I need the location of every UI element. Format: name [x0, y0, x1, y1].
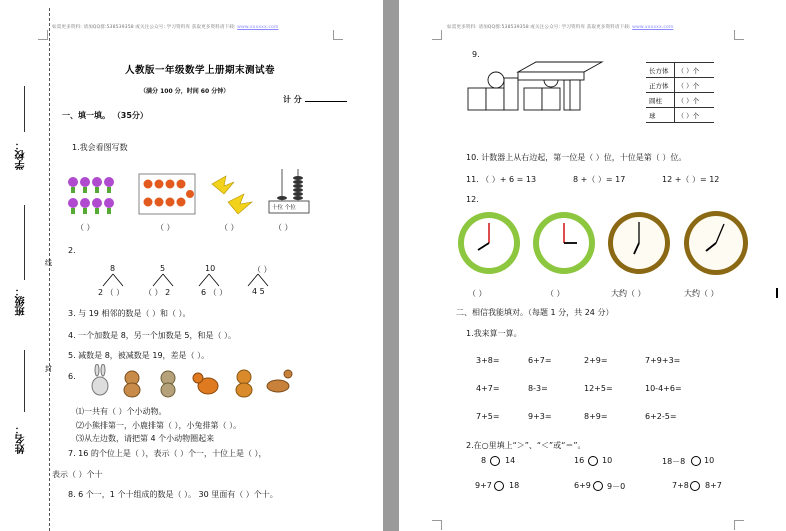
question-7-continued: 表示（ ）个十 [52, 470, 103, 479]
crop-mark [432, 520, 442, 530]
text-cursor [776, 288, 778, 298]
question-11b: 8 +（ ）= 17 [573, 175, 626, 184]
answer-blank[interactable]: （ ） [274, 223, 293, 232]
clock-answer[interactable]: 大约（ ） [684, 289, 719, 298]
calc-item[interactable]: 12+5= [584, 384, 613, 393]
answer-blank[interactable]: （ ） [76, 223, 95, 232]
compare-circle[interactable] [588, 456, 598, 466]
question-6b: ⑵小熊排第一，小鹿排第（ ），小兔排第（ ）。 [76, 421, 242, 430]
table-cell: 长方体 [646, 63, 674, 78]
bird-icon [212, 176, 252, 214]
compare-right: 18 [509, 481, 520, 490]
header-text: 如需更多资料: 请加QQ群:538539358 或关注公众号: 学习资料库 获取更多资料请下载: [52, 25, 236, 30]
question-4: 4. 一个加数是 8，另一个加数是 5，和是（ ）。 [68, 331, 236, 340]
school-label: 学校： [16, 140, 27, 170]
exam-title: 人教版一年级数学上册期末测试卷 [125, 65, 276, 76]
bond-branches [90, 272, 290, 288]
question-11c: 12 +（ ）= 12 [662, 175, 720, 184]
compare-left: 18－8 [662, 457, 686, 466]
answer-blank[interactable]: （ ） [156, 223, 175, 232]
squirrel-icon [193, 373, 218, 394]
crop-mark [734, 520, 744, 530]
calc-item[interactable]: 8-3= [528, 384, 548, 393]
cube-icon [524, 88, 542, 110]
cuboid-icon [468, 88, 486, 110]
compare-circle[interactable] [690, 481, 700, 491]
crop-mark [432, 30, 442, 40]
question-6a: ⑴一共有（ ）个小动物。 [76, 407, 167, 416]
score-blank[interactable] [305, 94, 347, 102]
name-underline [24, 350, 25, 412]
flower-icon [144, 180, 195, 207]
page-header [52, 24, 278, 30]
table-answer-cell[interactable]: （ ）个 [674, 93, 714, 108]
question-6c: ⑶从左边数，请把第 4 个小动物圈起来 [76, 434, 215, 443]
bond-top: 8 [110, 264, 116, 273]
score-field [283, 94, 347, 105]
table-cell: 球 [646, 108, 674, 123]
table-row [646, 78, 714, 93]
table-cell: 圆柱 [646, 93, 674, 108]
bond-parts[interactable]: 6 （ ） [201, 288, 228, 297]
table-row [646, 63, 714, 78]
abacus-place-labels: 十位 个位 [272, 205, 296, 211]
clock-answer[interactable]: （ ） [468, 289, 487, 298]
bond-parts[interactable]: 2 （ ） [98, 288, 125, 297]
bear-icon [236, 370, 252, 397]
calc-item[interactable]: 6+2-5= [645, 412, 677, 421]
section-1-heading: 一、填一填。 （35分） [62, 111, 148, 120]
clock-icon [684, 211, 748, 275]
bond-parts[interactable]: （ ） 2 [144, 288, 171, 297]
page-gap [383, 0, 399, 531]
bead-icon [277, 176, 303, 200]
header-link[interactable]: www.xxxxxx.com [632, 25, 674, 30]
bond-parts: 4 5 [252, 287, 265, 296]
mouse-icon [161, 371, 175, 397]
calc-item[interactable]: 4+7= [476, 384, 500, 393]
compare-circle[interactable] [494, 481, 504, 491]
crop-mark [734, 30, 744, 40]
compare-right: 8+7 [705, 481, 722, 490]
compare-circle[interactable] [691, 456, 701, 466]
class-underline [24, 205, 25, 280]
shapes-count-table [646, 62, 714, 123]
calc-item[interactable]: 10-4+6= [645, 384, 682, 393]
boxed-flowers-picture [138, 172, 198, 217]
deer-icon [267, 370, 292, 392]
question-11a: 11. （ ）+ 6 = 13 [466, 175, 537, 184]
calc-item[interactable]: 2+9= [584, 356, 608, 365]
question-7: 7. 16 的个位上是（ ），表示（ ）个一，十位上是（ ）， [68, 449, 267, 458]
calc-item[interactable]: 7+5= [476, 412, 500, 421]
class-label: 班级： [16, 286, 27, 316]
compare-circle[interactable] [490, 456, 500, 466]
calc-item[interactable]: 8+9= [584, 412, 608, 421]
clock-answer[interactable]: （ ） [546, 289, 565, 298]
question-3: 3. 与 19 相邻的数是（ ）和（ ）。 [68, 309, 191, 318]
question-5: 5. 减数是 8，被减数是 19，差是（ ）。 [68, 351, 210, 360]
clocks-picture [456, 210, 756, 282]
calc-item[interactable]: 6+7= [528, 356, 552, 365]
table-answer-cell[interactable]: （ ）个 [674, 63, 714, 78]
birds-picture [208, 172, 254, 218]
table-answer-cell[interactable]: （ ）个 [674, 78, 714, 93]
monkey-icon [124, 371, 140, 397]
header-link[interactable]: www.xxxxxx.com [237, 25, 279, 30]
compare-right: 10 [602, 456, 613, 465]
question-1: 1.我会看图写数 [72, 143, 128, 152]
crop-mark [38, 30, 48, 40]
exam-page-left [0, 0, 383, 531]
clock-answer[interactable]: 大约（ ） [611, 289, 646, 298]
section-2-heading: 二、相信我能填对。（每题 1 分，共 24 分） [456, 308, 614, 317]
table-answer-cell[interactable]: （ ）个 [674, 108, 714, 123]
compare-left: 8 [481, 456, 487, 465]
binding-mark-seal: 封 [45, 365, 52, 373]
binding-line [49, 8, 50, 531]
compare-right: 10 [704, 456, 715, 465]
section-2-question-2: 2.在○里填上“＞”、“＜”或“＝”。 [466, 441, 586, 450]
compare-left: 9+7 [475, 481, 492, 490]
bond-top-blank[interactable]: （ ） [253, 265, 272, 274]
name-label: 姓名： [16, 424, 27, 454]
crop-mark [333, 30, 343, 40]
table-cell: 正方体 [646, 78, 674, 93]
table-row [646, 93, 714, 108]
section-2-question-1: 1.我来算一算。 [466, 329, 522, 338]
compare-left: 16 [574, 456, 585, 465]
compare-right: 9－0 [607, 482, 626, 491]
school-underline [24, 86, 25, 132]
clock-icon [533, 212, 595, 274]
rabbit-icon [92, 364, 108, 395]
question-9: 9. [472, 50, 480, 59]
clock-icon [608, 212, 670, 274]
table-row [646, 108, 714, 123]
question-10: 10. 计数器上从右边起，第一位是（ ）位，十位是第（ ）位。 [466, 153, 687, 162]
page-header [447, 24, 673, 30]
bond-top: 10 [205, 264, 216, 273]
compare-left: 7+8 [672, 481, 689, 490]
compare-circle[interactable] [593, 481, 603, 491]
bond-top: 5 [160, 264, 166, 273]
animals-picture [86, 364, 298, 398]
question-6: 6. [68, 372, 76, 381]
question-12: 12. [466, 195, 479, 204]
score-label: 计 分 [283, 95, 302, 104]
header-text: 如需更多资料: 请加QQ群:538539358 或关注公众号: 学习资料库 获取更多资料请下载: [447, 25, 631, 30]
question-8: 8. 6 个一，1 个十组成的数是（ ）。 30 里面有（ ）个十。 [68, 490, 278, 499]
flowers-picture [65, 172, 125, 217]
compare-right: 14 [505, 456, 516, 465]
sphere-icon [488, 72, 504, 88]
question-2: 2. [68, 246, 76, 255]
exam-subtitle: （满分 100 分，时间 60 分钟） [140, 88, 230, 95]
calc-item[interactable]: 9+3= [528, 412, 552, 421]
clock-icon [458, 212, 520, 274]
solid-shapes-picture [466, 58, 608, 114]
compare-left: 6+9 [574, 481, 591, 490]
calc-item[interactable]: 7+9+3= [645, 356, 681, 365]
calc-item[interactable]: 3+8= [476, 356, 500, 365]
binding-mark-line: 线 [45, 259, 52, 267]
answer-blank[interactable]: （ ） [220, 223, 239, 232]
